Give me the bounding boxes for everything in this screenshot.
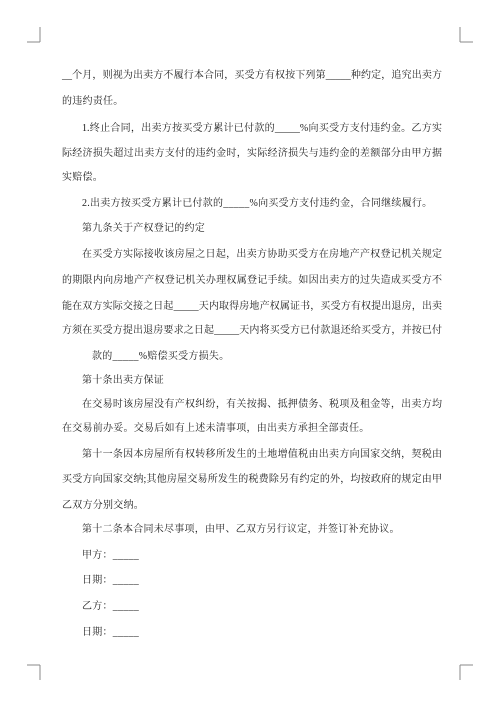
- signature-party-b: [82, 600, 442, 614]
- clause9-line: 在买受方实际接收该房屋之日起，出卖方协助买受方在房地产产权登记机关规定: [82, 249, 442, 260]
- crop-mark-top-right: [460, 27, 473, 42]
- signature-party-a: [82, 549, 442, 563]
- signature-label: 日期：: [82, 575, 113, 586]
- signature-label: 日期：: [82, 627, 113, 638]
- clause10-line: 在交易前办妥。交易后如有上述未清事项，由出卖方承担全部责任。: [62, 423, 370, 434]
- signature-blank: _____: [112, 601, 139, 612]
- remedy-option-1-line: 1.终止合同，出卖方按买受方累计已付款的_____%向买受方支付违约金。乙方实: [82, 123, 442, 134]
- clause11-line: 第十一条因本房屋所有权转移所发生的土地增值税由出卖方向国家交纳，契税由: [82, 449, 442, 460]
- signature-blank: _____: [112, 550, 139, 561]
- clause9-line: 方须在买受方提出退房要求之日起_____天内将买受方已付款退还给买受方，并按已付: [62, 325, 442, 336]
- clause8-line: 的违约责任。: [62, 96, 124, 107]
- remedy-option-1-line: 际经济损失超过出卖方支付的违约金时，实际经济损失与违约金的差额部分由甲方据: [62, 148, 442, 159]
- crop-mark-bottom-left: [27, 665, 40, 680]
- crop-mark-top-left: [27, 27, 40, 42]
- clause9-title: 第九条关于产权登记的约定: [82, 223, 205, 234]
- clause9-line: 的期限内向房地产产权登记机关办理权属登记手续。如因出卖方的过失造成买受方不: [62, 275, 442, 286]
- crop-mark-bottom-right: [460, 665, 473, 680]
- clause11-line: 买受方向国家交纳;其他房屋交易所发生的税费除另有约定的外，均按政府的规定由甲: [62, 474, 442, 485]
- clause9-line: 款的_____%赔偿买受方损失。: [92, 351, 230, 362]
- clause12-line: 第十二条本合同未尽事项，由甲、乙双方另行议定，并签订补充协议。: [82, 524, 400, 535]
- signature-label: 甲方：: [82, 550, 113, 561]
- clause8-line: __个月，则视为出卖方不履行本合同，买受方有权按下列第_____种约定，追究出卖方: [62, 70, 442, 81]
- clause10-line: 在交易时该房屋没有产权纠纷，有关按揭、抵押债务、税项及租金等，出卖方均: [82, 399, 442, 410]
- signature-label: 乙方：: [82, 601, 113, 612]
- signature-date-a: [82, 574, 442, 588]
- signature-date-b: [82, 626, 442, 640]
- signature-blank: _____: [112, 575, 139, 586]
- signature-blank: _____: [112, 627, 139, 638]
- remedy-option-2-line: 2.出卖方按买受方累计已付款的_____%向买受方支付违约金，合同继续履行。: [82, 198, 433, 209]
- remedy-option-1-line: 实赔偿。: [62, 172, 103, 183]
- clause11-line: 乙双方分别交纳。: [62, 500, 144, 511]
- clause9-line: 能在双方实际交接之日起_____天内取得房地产权属证书，买受方有权提出退房，出卖: [62, 301, 442, 312]
- clause10-title: 第十条出卖方保证: [82, 375, 164, 386]
